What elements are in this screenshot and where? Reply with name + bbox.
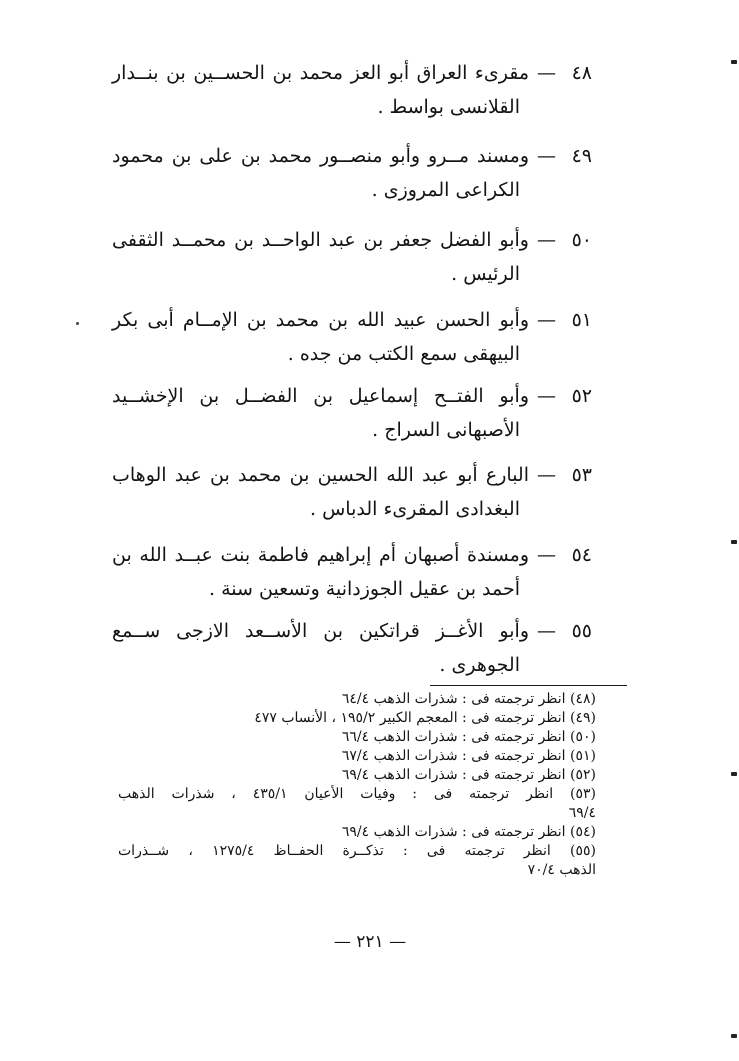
footnote-51: (٥١) انظر ترجمته فى : شذرات الذهب ٦٧/٤ bbox=[341, 748, 596, 764]
entry-48 bbox=[112, 56, 592, 124]
footnote-52: (٥٢) انظر ترجمته فى : شذرات الذهب ٦٩/٤ bbox=[341, 767, 596, 783]
entry-line-1: ومسندة أصبهان أم إبراهيم فاطمة بنت عبــد الله بن bbox=[112, 544, 529, 566]
entry-dash: — bbox=[537, 309, 556, 331]
entry-dash: — bbox=[537, 62, 556, 84]
footnote-54: (٥٤) انظر ترجمته فى : شذرات الذهب ٦٩/٤ bbox=[341, 824, 596, 840]
footnote-50: (٥٠) انظر ترجمته فى : شذرات الذهب ٦٦/٤ bbox=[341, 729, 596, 745]
entry-number: ٥٥ bbox=[571, 620, 592, 642]
entry-line-2: الجوهرى . bbox=[439, 654, 520, 676]
entry-dash: — bbox=[537, 620, 556, 642]
entry-line-2: البغدادى المقرىء الدباس . bbox=[310, 498, 520, 520]
entry-line-1: ومسند مــرو وأبو منصــور محمد بن على بن محمود bbox=[112, 145, 529, 167]
entry-line-2: الأصبهانى السراج . bbox=[372, 419, 520, 441]
entry-number: ٥١ bbox=[571, 309, 592, 331]
entry-53 bbox=[112, 458, 592, 526]
entry-52 bbox=[112, 379, 592, 447]
scan-mark bbox=[731, 540, 737, 544]
footnote-55-continued: الذهب ٧٠/٤ bbox=[527, 862, 596, 878]
entry-line-1: وأبو الأغــز قراتكين بن الأســعد الازجى ســمع bbox=[112, 620, 529, 642]
entry-line-1: وأبو الحسن عبيد الله بن محمد بن الإمــام أبى بكر bbox=[112, 309, 529, 331]
entry-line-2: الرئيس . bbox=[451, 263, 520, 285]
entry-50 bbox=[112, 223, 592, 291]
footnote-53: (٥٣) انظر ترجمته فى : وفيات الأعيان ٤٣٥/١ ، شذرات الذهب bbox=[118, 786, 596, 802]
entry-line-2: البيهقى سمع الكتب من جده . bbox=[287, 343, 520, 365]
entry-line-1: مقرىء العراق أبو العز محمد بن الحســين بن بنــدار bbox=[112, 62, 529, 84]
footnote-49: (٤٩) انظر ترجمته فى : المعجم الكبير ١٩٥/٢ ، الأنساب ٤٧٧ bbox=[254, 710, 596, 726]
scan-mark bbox=[731, 772, 737, 776]
entry-number: ٥٠ bbox=[571, 229, 592, 251]
entry-line-1: البارع أبو عبد الله الحسين بن محمد بن عبد الوهاب bbox=[112, 464, 529, 486]
footnotes bbox=[118, 690, 596, 880]
entry-dash: — bbox=[537, 145, 556, 167]
entry-number: ٥٤ bbox=[571, 544, 592, 566]
entry-line-1: وأبو الفضل جعفر بن عبد الواحــد بن محمــد الثقفى bbox=[112, 229, 529, 251]
entry-number: ٥٣ bbox=[571, 464, 592, 486]
entry-number: ٤٩ bbox=[571, 145, 592, 167]
scan-mark bbox=[731, 60, 737, 64]
entry-number: ٤٨ bbox=[571, 62, 592, 84]
footnote-rule bbox=[430, 685, 627, 686]
entry-line-2: الكراعى المروزى . bbox=[371, 179, 520, 201]
entry-54 bbox=[112, 538, 592, 606]
footnote-55: (٥٥) انظر ترجمته فى : تذكــرة الحفــاظ ١٢٧٥/٤ ، شــذرات bbox=[118, 843, 597, 859]
entry-line-1: وأبو الفتــح إسماعيل بن الفضــل بن الإخشــيد bbox=[112, 385, 529, 407]
entry-dash: — bbox=[537, 385, 556, 407]
scan-mark bbox=[731, 1034, 737, 1038]
page-number: — ٢٢١ — bbox=[333, 932, 407, 952]
entry-dash: — bbox=[537, 464, 556, 486]
entry-number: ٥٢ bbox=[571, 385, 592, 407]
entry-line-2: أحمد بن عقيل الجوزدانية وتسعين سنة . bbox=[209, 578, 520, 600]
footnote-48: (٤٨) انظر ترجمته فى : شذرات الذهب ٦٤/٤ bbox=[341, 691, 596, 707]
footnote-53-continued: ٦٩/٤ bbox=[568, 805, 596, 821]
entry-dash: — bbox=[537, 229, 556, 251]
entry-49 bbox=[112, 139, 592, 207]
entry-55 bbox=[112, 614, 592, 682]
entry-line-2: القلانسى بواسط . bbox=[377, 96, 520, 118]
entry-51 bbox=[112, 303, 592, 371]
scan-speck bbox=[76, 322, 79, 325]
entry-dash: — bbox=[537, 544, 556, 566]
